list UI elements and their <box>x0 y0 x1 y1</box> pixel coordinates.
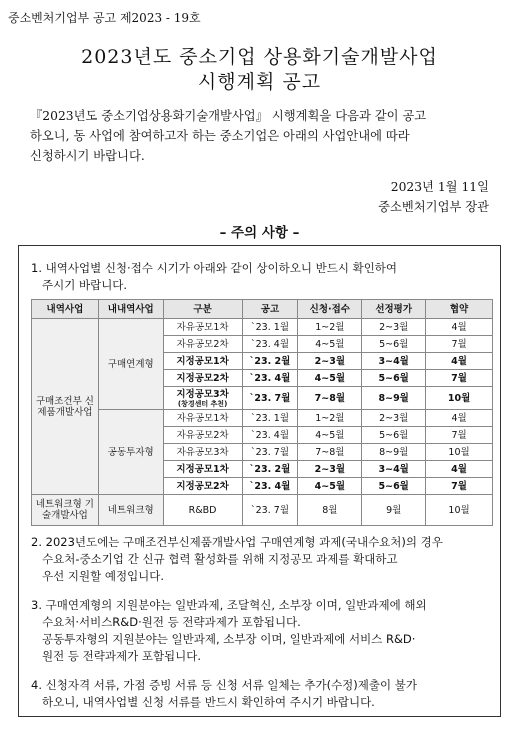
agree-cell: 7월 <box>426 478 493 495</box>
apply-cell: 1~2월 <box>298 410 362 427</box>
eval-cell: 9월 <box>362 495 426 526</box>
apply-cell: 4~5월 <box>298 370 362 387</box>
agree-cell: 4월 <box>426 319 493 336</box>
header-subbiz: 내내역사업 <box>98 300 163 319</box>
apply-cell: 7~8월 <box>298 387 362 410</box>
agree-cell: 4월 <box>426 410 493 427</box>
biz-cell: 네트워크형 기술개발사업 <box>32 495 99 526</box>
type-cell <box>163 387 242 410</box>
section-line: 3. 구매연계형의 지원분야는 일반과제, 조달혁신, 소부장 이며, 일반과제에 해외 <box>31 598 427 612</box>
header-agree: 협약 <box>426 300 493 319</box>
section-4 <box>31 677 493 711</box>
header-apply: 신청·접수 <box>298 300 362 319</box>
type-cell: 지정공모1차 <box>163 353 242 370</box>
apply-cell: 4~5월 <box>298 478 362 495</box>
apply-cell: 1~2월 <box>298 319 362 336</box>
section-line: 수요처-중소기업 간 신규 협력 활성화를 위해 지정공모 과제를 확대하고 <box>42 552 398 566</box>
table-row <box>32 495 493 526</box>
header-eval: 선정평가 <box>362 300 426 319</box>
schedule-table <box>31 299 493 526</box>
section-1 <box>31 260 491 294</box>
type-cell: 지정공모2차 <box>163 370 242 387</box>
apply-cell: 2~3월 <box>298 461 362 478</box>
eval-cell: 2~3월 <box>362 410 426 427</box>
section-line: 우선 지원할 예정입니다. <box>42 569 165 583</box>
header-type: 구분 <box>163 300 242 319</box>
eval-cell: 5~6월 <box>362 370 426 387</box>
apply-cell: 2~3월 <box>298 353 362 370</box>
section-line: 공동투자형의 지원분야는 일반과제, 소부장 이며, 일반과제에 서비스 R&D· <box>42 632 416 646</box>
subbiz-cell: 구매연계형 <box>98 319 163 410</box>
type-cell: R&BD <box>163 495 242 526</box>
agree-cell: 4월 <box>426 461 493 478</box>
table-row <box>32 319 493 336</box>
subbiz-cell: 네트워크형 <box>98 495 163 526</box>
subbiz-cell: 공동투자형 <box>98 410 163 495</box>
notice-cell: `23. 7월 <box>242 495 298 526</box>
type-cell: 자유공모1차 <box>163 410 242 427</box>
eval-cell: 3~4월 <box>362 461 426 478</box>
apply-cell: 4~5월 <box>298 427 362 444</box>
apply-cell: 8월 <box>298 495 362 526</box>
type-note: (창경센터 추천) <box>177 399 228 408</box>
intro-line: 하오니, 동 사업에 참여하고자 하는 중소기업은 아래의 사업안내에 따라 <box>30 129 410 143</box>
notice-cell: `23. 4월 <box>242 336 298 353</box>
eval-cell: 5~6월 <box>362 427 426 444</box>
eval-cell: 5~6월 <box>362 336 426 353</box>
section-2 <box>31 534 493 585</box>
caution-heading: – 주의 사항 – <box>219 225 300 241</box>
type-cell: 자유공모2차 <box>163 427 242 444</box>
notice-cell: `23. 1월 <box>242 410 298 427</box>
notice-cell: `23. 4월 <box>242 370 298 387</box>
type-cell: 지정공모2차 <box>163 478 242 495</box>
agree-cell: 10월 <box>426 387 493 410</box>
type-cell: 자유공모2차 <box>163 336 242 353</box>
section-line: 하오니, 내역사업별 신청 서류를 반드시 확인하여 주시기 바랍니다. <box>42 695 375 709</box>
section-line: 4. 신청자격 서류, 가점 증빙 서류 등 신청 서류 일체는 추가(수정)제출이 불가 <box>31 678 417 692</box>
notice-cell: `23. 1월 <box>242 319 298 336</box>
title-line-2: 시행계획 공고 <box>197 71 322 93</box>
eval-cell: 2~3월 <box>362 319 426 336</box>
agree-cell: 7월 <box>426 370 493 387</box>
eval-cell: 8~9월 <box>362 444 426 461</box>
notice-cell: `23. 7월 <box>242 444 298 461</box>
agree-cell: 7월 <box>426 427 493 444</box>
apply-cell: 7~8월 <box>298 444 362 461</box>
type-cell: 자유공모1차 <box>163 319 242 336</box>
header-biz: 내역사업 <box>32 300 99 319</box>
type-cell: 지정공모1차 <box>163 461 242 478</box>
notice-cell: `23. 2월 <box>242 461 298 478</box>
notice-cell: `23. 4월 <box>242 478 298 495</box>
intro-paragraph <box>30 106 496 166</box>
issuer: 중소벤처기업부 장관 <box>378 200 489 214</box>
agree-cell: 7월 <box>426 336 493 353</box>
notice-number: 중소벤처기업부 공고 제2023 - 19호 <box>8 11 201 25</box>
table-row <box>32 410 493 427</box>
apply-cell: 4~5월 <box>298 336 362 353</box>
intro-line: 『2023년도 중소기업상용화기술개발사업』 시행계획을 다음과 같이 공고 <box>30 109 427 123</box>
section-3 <box>31 597 493 665</box>
eval-cell: 8~9월 <box>362 387 426 410</box>
caution-box <box>18 245 501 717</box>
header-notice: 공고 <box>242 300 298 319</box>
eval-cell: 5~6월 <box>362 478 426 495</box>
announcement-date: 2023년 1월 11일 <box>390 180 489 194</box>
notice-cell: `23. 2월 <box>242 353 298 370</box>
notice-cell: `23. 7월 <box>242 387 298 410</box>
type-label: 지정공모3차 <box>176 388 229 400</box>
section-line: 2. 2023년도에는 구매조건부신제품개발사업 구매연계형 과제(국내수요처)의 경우 <box>31 535 443 549</box>
section-line: 주시기 바랍니다. <box>42 278 128 292</box>
intro-line: 신청하시기 바랍니다. <box>30 149 145 163</box>
title-line-1: 2023년도 중소기업 상용화기술개발사업 <box>81 46 438 68</box>
agree-cell: 10월 <box>426 495 493 526</box>
eval-cell: 3~4월 <box>362 353 426 370</box>
section-line: 1. 내역사업별 신청·접수 시기가 아래와 같이 상이하오니 반드시 확인하여 <box>31 261 398 275</box>
section-line: 원전 등 전략과제가 포함됩니다. <box>42 649 202 663</box>
notice-cell: `23. 4월 <box>242 427 298 444</box>
section-line: 수요처·서비스R&D·원전 등 전략과제가 포함됩니다. <box>42 615 301 629</box>
type-cell: 자유공모3차 <box>163 444 242 461</box>
biz-cell: 구매조건부 신제품개발사업 <box>32 319 99 495</box>
agree-cell: 10월 <box>426 444 493 461</box>
agree-cell: 4월 <box>426 353 493 370</box>
